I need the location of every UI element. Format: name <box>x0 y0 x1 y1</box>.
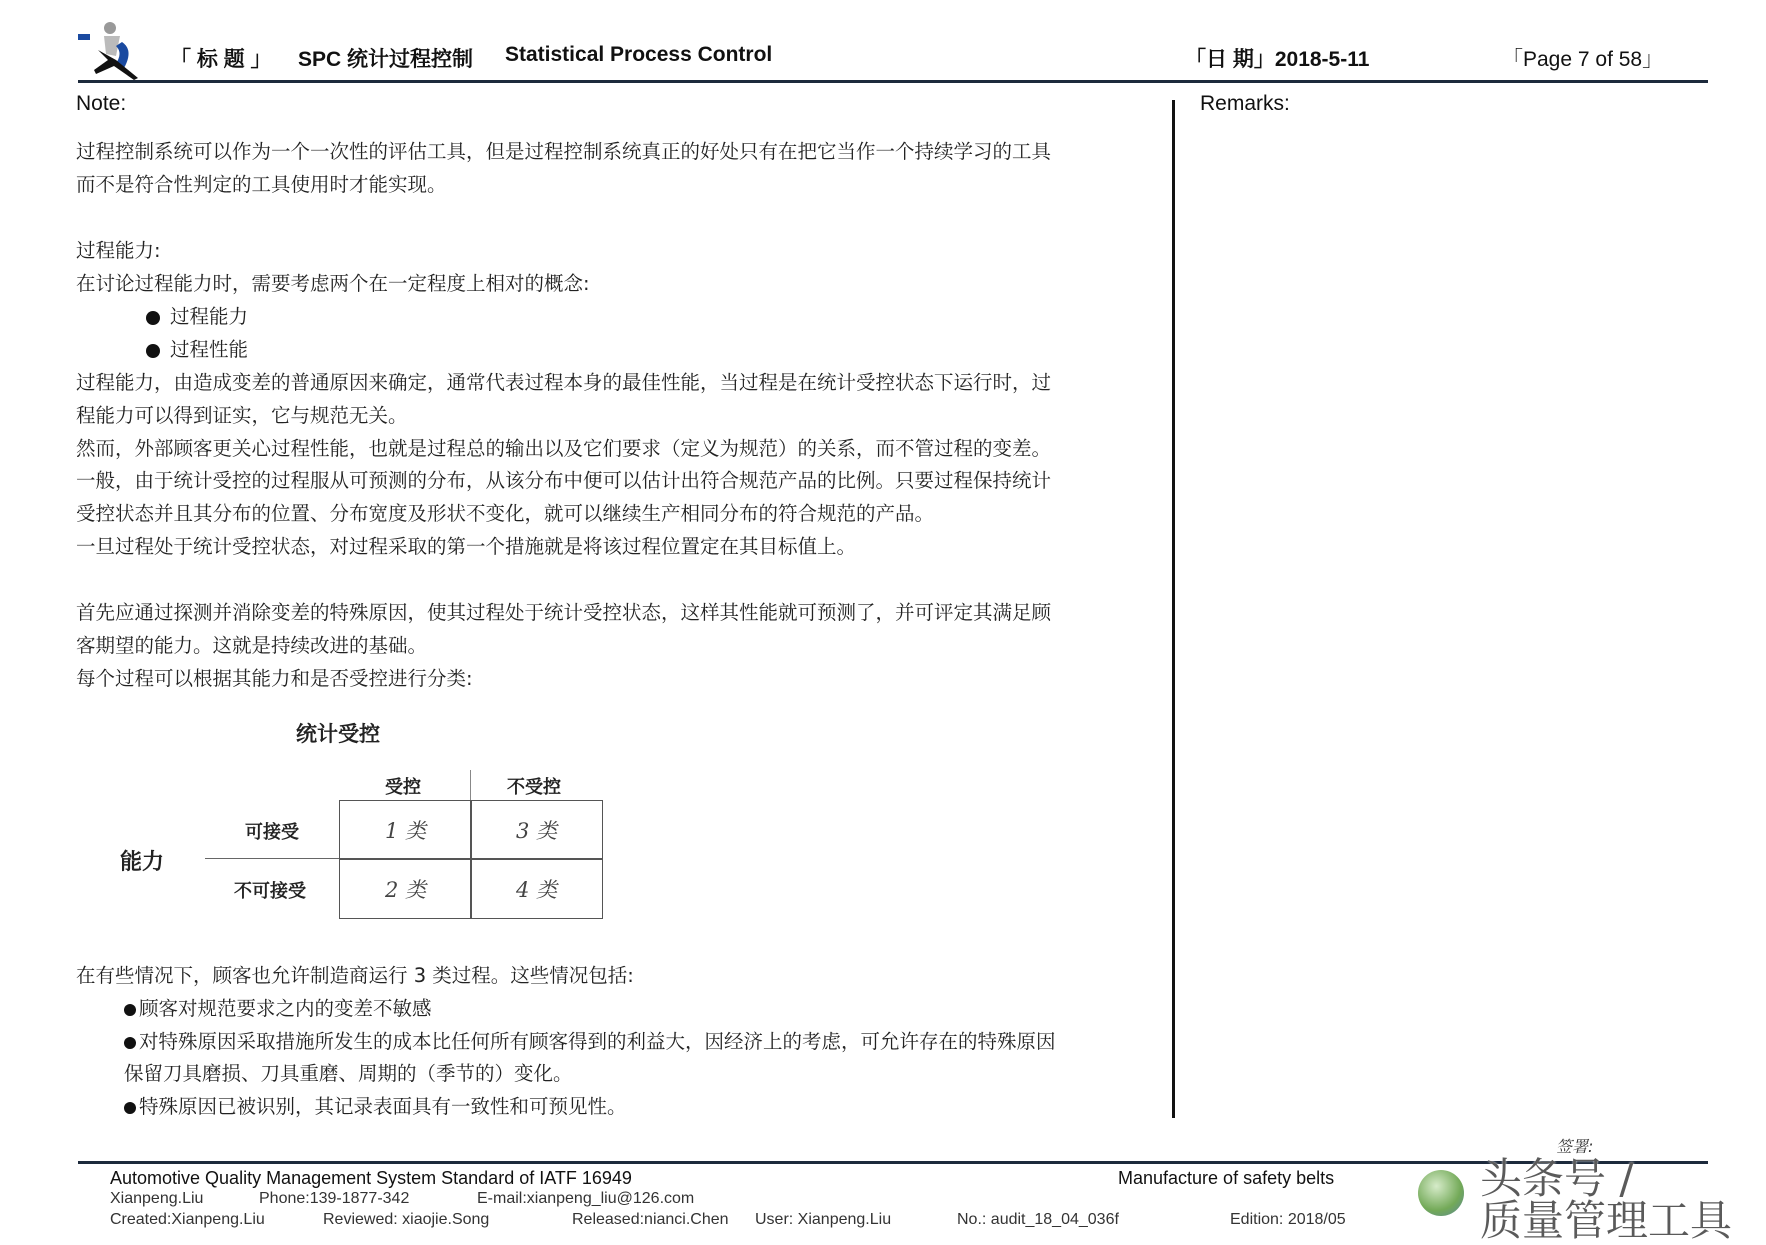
case-text: 特殊原因已被识别，其记录表面具有一致性和可预见性。 <box>139 1095 627 1118</box>
bullet-icon <box>146 311 160 325</box>
matrix-title: 统计受控 <box>296 722 380 746</box>
matrix-col-header: 不受控 <box>507 777 561 798</box>
body-line: 程能力可以得到证实，它与规范无关。 <box>76 404 408 427</box>
footer-email: E-mail:xianpeng_liu@126.com <box>477 1190 695 1207</box>
matrix-cell: 4 类 <box>470 858 603 919</box>
bullet-icon <box>124 1037 136 1049</box>
matrix-row-header: 可接受 <box>245 822 299 843</box>
page-number: 「Page 7 of 58」 <box>1502 48 1664 71</box>
footer-name: Xianpeng.Liu <box>110 1190 204 1207</box>
matrix-cell: 3 类 <box>470 800 603 860</box>
footer-phone: Phone:139-1877-342 <box>259 1190 410 1207</box>
body-line: 受控状态并且其分布的位置、分布宽度及形状不变化，就可以继续生产相同分布的符合规范的产品。 <box>76 502 935 525</box>
matrix-cell: 2 类 <box>339 858 472 919</box>
note-label: Note: <box>76 92 127 115</box>
case-item <box>124 1091 627 1119</box>
case-item <box>124 993 432 1021</box>
title-label: 「 标 题 」 <box>170 48 272 71</box>
concept-item <box>146 334 248 362</box>
body-line: 在有些情况下，顾客也允许制造商运行 3 类过程。这些情况包括: <box>76 964 634 987</box>
footer-number: No.: audit_18_04_036f <box>957 1211 1119 1228</box>
bullet-icon <box>146 344 160 358</box>
matrix-row-header: 不可接受 <box>234 881 306 902</box>
case-text: 对特殊原因采取措施所发生的成本比任何所有顾客得到的利益大，因经济上的考虑，可允许存在的特殊原因 <box>139 1030 1056 1053</box>
concept-text: 过程能力 <box>170 305 249 328</box>
matrix-row-divider <box>205 858 340 859</box>
footer-reviewed: Reviewed: xiaojie.Song <box>323 1211 490 1228</box>
footer-standard: Automotive Quality Management System Standard of IATF 16949 <box>110 1168 632 1188</box>
footer-created: Created:Xianpeng.Liu <box>110 1211 265 1228</box>
body-line: 每个过程可以根据其能力和是否受控进行分类: <box>76 667 473 690</box>
footer-product: Manufacture of safety belts <box>1118 1168 1335 1188</box>
footer-released: Released:nianci.Chen <box>572 1211 729 1228</box>
matrix-cell: 1 类 <box>339 800 472 860</box>
matrix-col-header: 受控 <box>385 777 421 798</box>
body-line: 一旦过程处于统计受控状态，对过程采取的第一个措施就是将该过程位置定在其目标值上。 <box>76 535 857 558</box>
body-line: 一般，由于统计受控的过程服从可预测的分布，从该分布中便可以估计出符合规范产品的比例。只要过程保持统计 <box>76 469 1052 492</box>
footer-edition: Edition: 2018/05 <box>1230 1211 1346 1228</box>
concept-item <box>146 301 248 329</box>
company-logo <box>76 20 156 82</box>
concept-text: 过程性能 <box>170 338 249 361</box>
body-line: 然而，外部顾客更关心过程性能，也就是过程总的输出以及它们要求（定义为规范）的关系，而不管过程的变差。 <box>76 437 1052 460</box>
body-line: 过程能力，由造成变差的普通原因来确定，通常代表过程本身的最佳性能，当过程是在统计受控状态下运行时，过 <box>76 371 1052 394</box>
body-line: 客期望的能力。这就是持续改进的基础。 <box>76 634 428 657</box>
body-line: 过程控制系统可以作为一个一次性的评估工具，但是过程控制系统真正的好处只有在把它当作一个持续学习的工具 <box>76 140 1052 163</box>
date: 「日 期」2018-5-11 <box>1185 48 1370 71</box>
footer-rule <box>78 1161 1708 1164</box>
footer-user: User: Xianpeng.Liu <box>755 1211 892 1228</box>
case-continuation: 保留刀具磨损、刀具重磨、周期的（季节的）变化。 <box>124 1062 573 1085</box>
case-item <box>124 1026 1056 1054</box>
header-rule <box>78 80 1708 83</box>
title-cn: SPC 统计过程控制 <box>298 48 474 71</box>
capability-intro: 在讨论过程能力时，需要考虑两个在一定程度上相对的概念: <box>76 272 590 295</box>
matrix-row-axis: 能力 <box>120 850 165 875</box>
bullet-icon <box>124 1102 136 1114</box>
signature-label: 签署: <box>1556 1137 1594 1156</box>
body-line: 而不是符合性判定的工具使用时才能实现。 <box>76 173 447 196</box>
column-divider <box>1172 100 1175 1118</box>
footer-logo-globe <box>1418 1170 1464 1216</box>
title-en: Statistical Process Control <box>505 43 773 66</box>
matrix-col-divider <box>470 770 471 800</box>
watermark: 头条号 / 质量管理工具 <box>1480 1154 1733 1245</box>
remarks-label: Remarks: <box>1200 92 1290 115</box>
case-text: 顾客对规范要求之内的变差不敏感 <box>139 997 432 1020</box>
bullet-icon <box>124 1004 136 1016</box>
body-line: 首先应通过探测并消除变差的特殊原因，使其过程处于统计受控状态，这样其性能就可预测了，并可评定其满足顾 <box>76 601 1052 624</box>
capability-heading: 过程能力: <box>76 239 161 262</box>
